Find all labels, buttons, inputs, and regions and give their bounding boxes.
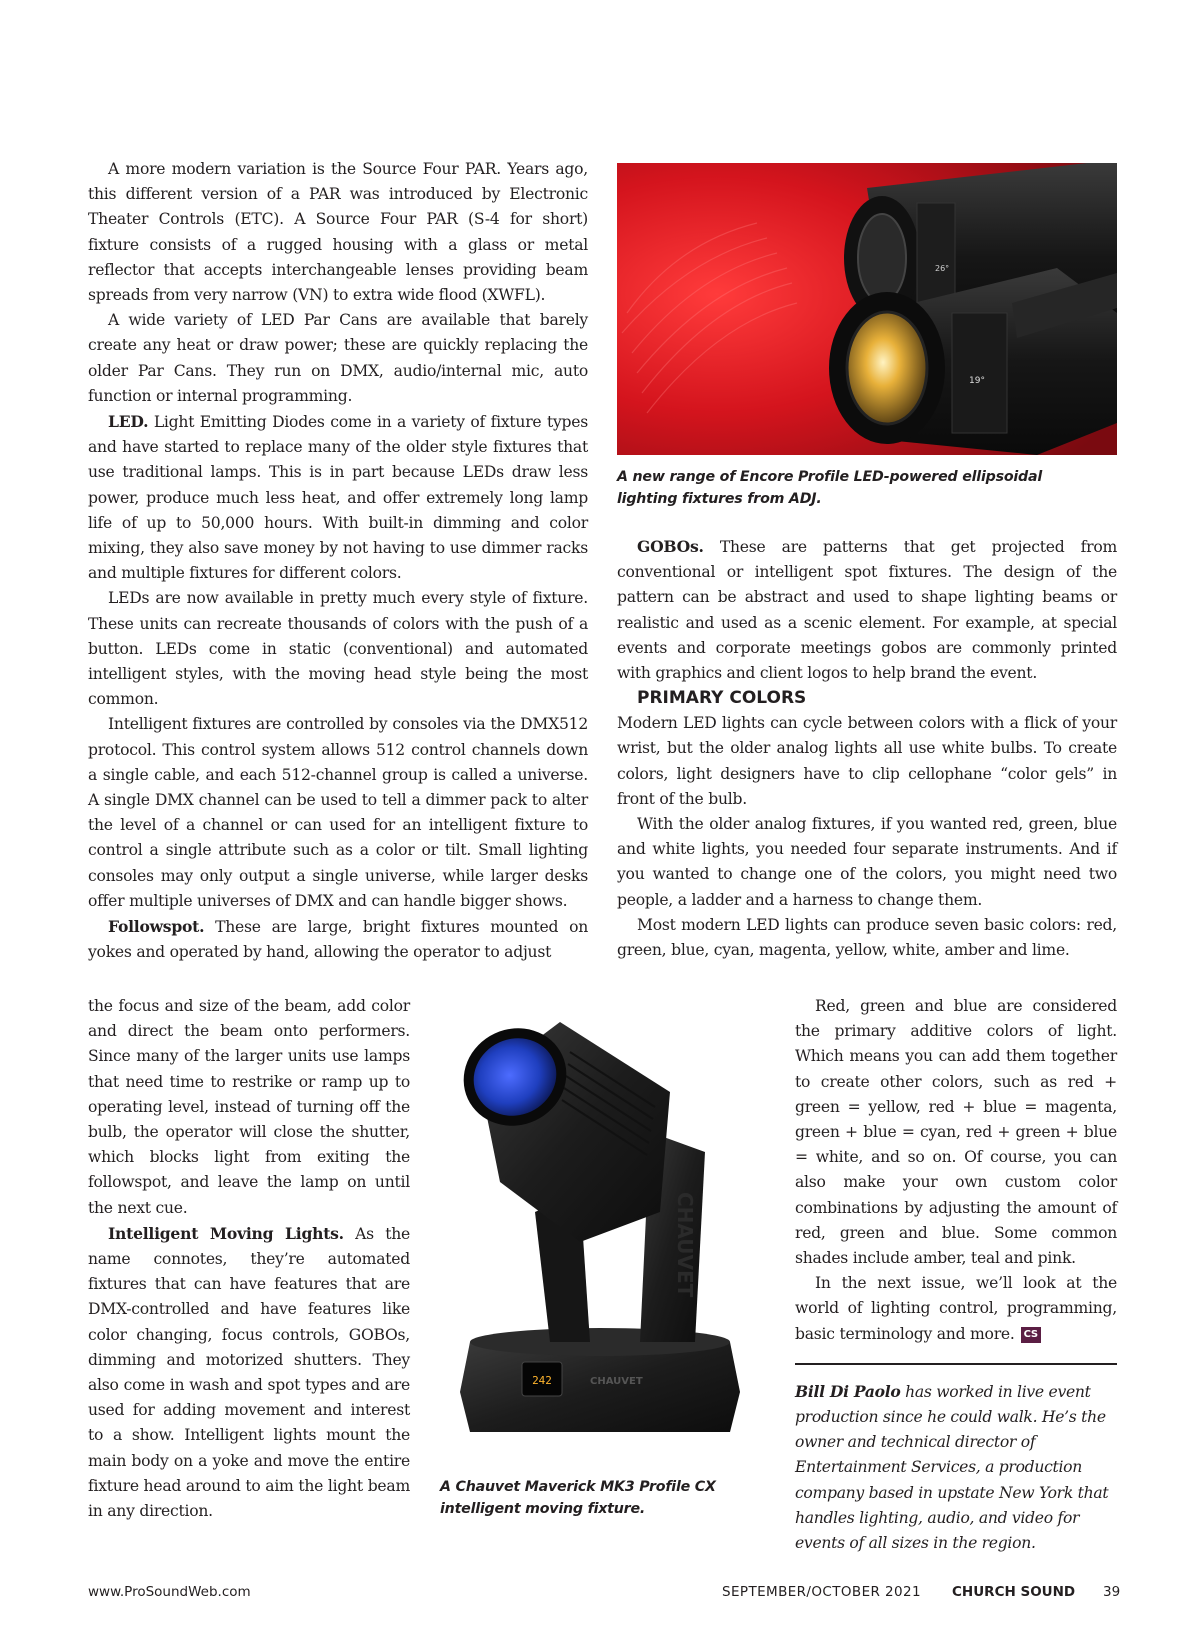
right-column-bottom <box>795 994 1117 1556</box>
paragraph-gobos <box>617 534 1117 686</box>
author-bio-body: has worked in live event production since he could walk. He’s the owner and technical director of Entertainment Services, a production company based in upstate New York that handles lighting, audio, and video for events of all sizes in the region. <box>795 1382 1109 1553</box>
paragraph-dmx: Intelligent fixtures are controlled by consoles via the DMX512 protocol. This control system allows 512 control channels down a single cable, and each 512-channel group is called a universe. A single DMX channel can be used to tell a dimmer pack to alter the level of a channel or can used for an intelligent fixture to control a single attribute such as a color or tilt. Small lighting consoles may only output a single universe, while larger desks offer multiple universes of DMX and can handle bigger shows. <box>88 715 588 910</box>
paragraph-led <box>88 409 588 586</box>
subhead-primary-colors: PRIMARY COLORS <box>637 688 807 709</box>
author-bio <box>795 1379 1117 1556</box>
paragraph-followspot <box>88 914 588 965</box>
bio-divider <box>795 1363 1117 1365</box>
paragraph-led-styles: LEDs are now available in pretty much every style of fixture. These units can recreate thousands of colors with the push of a button. LEDs come in static (conventional) and automated intelligent styles, with the moving head style being the most common. <box>88 589 588 709</box>
author-name: Bill Di Paolo <box>795 1381 901 1401</box>
paragraph-next-issue-body: In the next issue, we’ll look at the world of lighting control, programming, basic terminology and more. <box>795 1274 1117 1343</box>
paragraph-led-body: Light Emitting Diodes come in a variety of fixture types and have started to replace many of the older style fixtures that use traditional lamps. This is in part because LEDs draw less power, produce much less heat, and offer extremely long lamp life of up to 50,000 hours. With built-in dimming and color mixing, they also save money by not having to use dimmer racks and multiple fixtures for different colors. <box>88 413 588 583</box>
paragraph-followspot-body: These are large, bright fixtures mounted on yokes and operated by hand, allowing the operator to adjust <box>88 918 588 962</box>
moving-head-photo <box>440 1012 760 1462</box>
left-column-bottom <box>88 994 410 1524</box>
paragraph-led-par-cans: A wide variety of LED Par Cans are available that barely create any heat or draw power; these are quickly replacing the older Par Cans. They run on DMX, audio/internal mic, auto function or internal programming. <box>88 311 588 405</box>
yoke-brand-label: CHAUVET <box>673 1192 697 1298</box>
ellipsoidal-fixtures-photo <box>617 163 1117 455</box>
caption-moving-head: A Chauvet Maverick MK3 Profile CX intelligent moving fixture. <box>440 1479 716 1517</box>
paragraph-seven-colors: Most modern LED lights can produce seven basic colors: red, green, blue, cyan, magenta, yellow, white, amber and lime. <box>617 915 1117 960</box>
paragraph-next-issue <box>795 1271 1117 1347</box>
footer-brand: CHURCH SOUND <box>952 1584 1076 1600</box>
end-of-article-mark: CS <box>1021 1327 1041 1343</box>
run-in-heading-followspot: Followspot. <box>108 917 205 937</box>
paragraph-color-gels: Modern LED lights can cycle between colors with a flick of your wrist, but the older analog lights all use white bulbs. To create colors, light designers have to clip cellophane “color gels” in front of the bulb. <box>617 714 1117 808</box>
run-in-heading-gobos: GOBOs. <box>637 537 704 556</box>
fixture-head <box>448 1012 670 1242</box>
run-in-heading-led: LED. <box>108 412 149 432</box>
base-brand-label: CHAUVET <box>590 1376 643 1387</box>
front-fixture <box>829 268 1117 455</box>
paragraph-additive-colors: Red, green and blue are considered the primary additive colors of light. Which means you can add them together to create other colors, such as red + green = yellow, red + blue = magenta, green + blue = cyan, red + green + blue = white, and so on. Of course, you can also make your own custom color combinations by adjusting the amount of red, green and blue. Some common shades include amber, teal and pink. <box>795 997 1117 1268</box>
paragraph-moving-lights <box>88 1221 410 1524</box>
paragraph-source-four: A more modern variation is the Source Four PAR. Years ago, this different version of a PAR was introduced by Electronic Theater Controls (ETC). A Source Four PAR (S-4 for short) fixture consists of a rugged housing with a glass or metal reflector that accepts interchangeable lenses providing beam spreads from very narrow (VN) to extra wide flood (XWFL). <box>88 160 588 305</box>
footer-page-number: 39 <box>1103 1584 1121 1600</box>
fixture-base <box>460 1328 740 1432</box>
paragraph-analog-fixtures: With the older analog fixtures, if you wanted red, green, blue and white lights, you needed four separate instruments. And if you wanted to change one of the colors, you might need two people, a ladder and a harness to change them. <box>617 815 1117 909</box>
lens-label-26: 26° <box>935 264 950 273</box>
paragraph-followspot-continued: the focus and size of the beam, add color and direct the beam onto performers. Since many of the larger units use lamps that need time to restrike or ramp up to operating level, instead of turning off the bulb, the operator will close the shutter, which blocks light from exiting the followspot, and leave the lamp on until the next cue. <box>88 997 410 1217</box>
right-column-top <box>617 534 1117 963</box>
run-in-heading-moving-lights: Intelligent Moving Lights. <box>108 1223 344 1243</box>
footer-date: SEPTEMBER/OCTOBER 2021 <box>722 1584 921 1600</box>
paragraph-gobos-body: These are patterns that get projected from conventional or intelligent spot fixtures. The design of the pattern can be abstract and used to shape lighting beams or realistic and used as a scenic element. For example, at special events and corporate meetings gobos are commonly printed with graphics and client logos to help brand the event. <box>617 538 1117 683</box>
lens-label-19: 19° <box>969 376 985 386</box>
paragraph-moving-lights-body: As the name connotes, they’re automated fixtures that can have features that are DMX-controlled and have features like color changing, focus controls, GOBOs, dimming and motorized shutters. They also come in wash and spot types and are used for adding movement and interest to a show. Intelligent lights mount the main body on a yoke and move the entire fixture head around to aim the light beam in any direction. <box>88 1224 410 1521</box>
left-column-top <box>88 157 588 966</box>
caption-ellipsoidal: A new range of Encore Profile LED-powered ellipsoidal lighting fixtures from ADJ. <box>617 469 1043 507</box>
base-display: 242 <box>532 1374 552 1387</box>
footer-url: www.ProSoundWeb.com <box>88 1584 251 1600</box>
